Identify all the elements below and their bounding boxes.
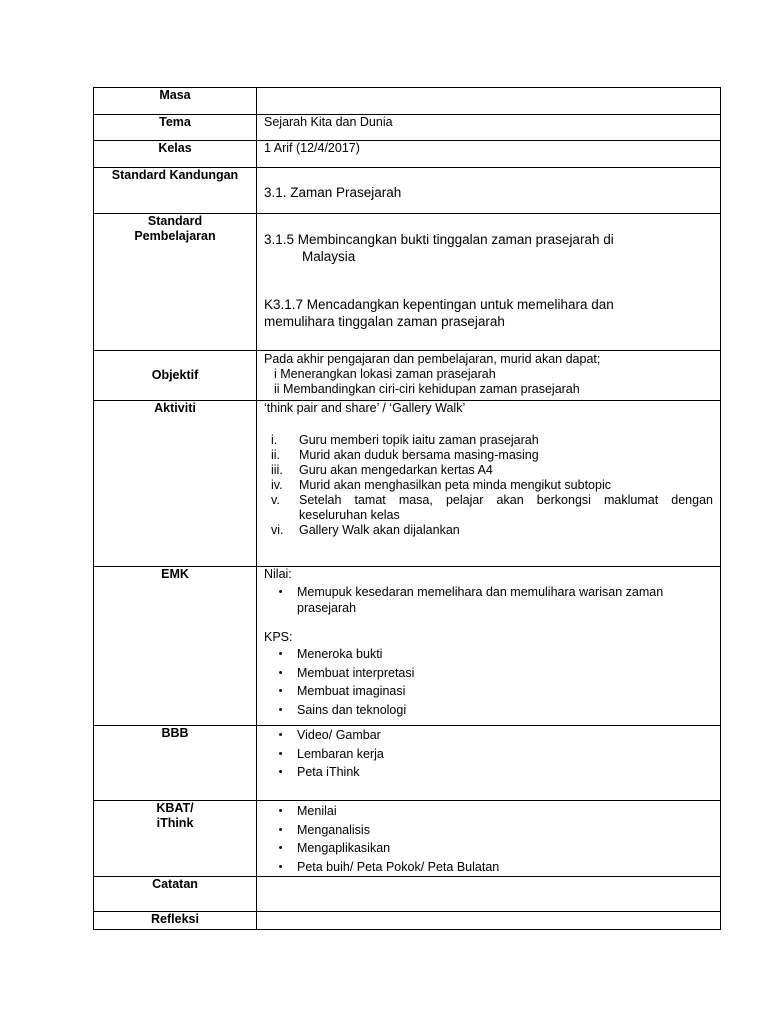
emk-nilai-item-line-1: Memupuk kesedaran memelihara dan memulihara warisan zaman xyxy=(297,585,664,599)
label-masa: Masa xyxy=(94,88,257,115)
bullet-icon: • xyxy=(278,842,283,854)
sp-item-2-line-1: K3.1.7 Mencadangkan kepentingan untuk memelihara dan xyxy=(264,297,614,312)
lesson-plan-table xyxy=(93,87,721,930)
aktiviti-intro: ‘think pair and share’ / ‘Gallery Walk’ xyxy=(264,401,466,415)
row-standard-pembelajaran xyxy=(94,214,721,351)
row-objektif xyxy=(94,351,721,401)
kbat-item: • Menganalisis xyxy=(264,821,713,840)
label-standard-pembelajaran-1: Standard xyxy=(147,214,203,228)
sp-item-2 xyxy=(264,296,713,330)
row-catatan xyxy=(94,877,721,912)
label-kbat-1: KBAT/ xyxy=(156,801,194,815)
bullet-icon: • xyxy=(278,666,283,679)
aktiviti-item xyxy=(257,523,713,538)
emk-kps-item: • Sains dan teknologi xyxy=(264,701,713,720)
emk-nilai-item xyxy=(264,584,713,616)
row-masa xyxy=(94,88,721,115)
aktiviti-item-text-line-2: keseluruhan kelas xyxy=(299,508,400,522)
bullet-icon: • xyxy=(278,648,283,660)
aktiviti-item xyxy=(257,433,713,448)
label-refleksi: Refleksi xyxy=(94,912,257,930)
aktiviti-item-number: vi. xyxy=(271,523,284,537)
bullet-icon: • xyxy=(278,729,283,741)
emk-kps-item: • Meneroka bukti xyxy=(264,645,713,664)
sp-item-1-line-1: 3.1.5 Membincangkan bukti tinggalan zaman prasejarah di xyxy=(264,232,614,247)
value-kelas: 1 Arif (12/4/2017) xyxy=(257,141,721,168)
label-catatan: Catatan xyxy=(94,877,257,912)
sp-item-2-line-2: memulihara tinggalan zaman prasejarah xyxy=(264,314,505,329)
value-masa xyxy=(257,88,721,115)
row-tema xyxy=(94,115,721,141)
row-kelas xyxy=(94,141,721,168)
objektif-intro: Pada akhir pengajaran dan pembelajaran, murid akan dapat; xyxy=(264,352,601,366)
emk-kps-heading: KPS: xyxy=(264,630,293,644)
emk-kps-item: • Membuat interpretasi xyxy=(264,664,713,683)
row-aktiviti xyxy=(94,401,721,567)
value-refleksi xyxy=(257,912,721,930)
objektif-item-1: i Menerangkan lokasi zaman prasejarah xyxy=(274,367,496,381)
aktiviti-item-text: Gallery Walk akan dijalankan xyxy=(299,523,460,537)
label-standard-pembelajaran-2: Pembelajaran xyxy=(134,229,216,243)
bullet-icon: • xyxy=(278,823,283,836)
bullet-icon: • xyxy=(278,860,283,873)
row-standard-kandungan xyxy=(94,168,721,214)
aktiviti-item-number: iii. xyxy=(271,463,283,477)
row-refleksi xyxy=(94,912,721,930)
row-bbb xyxy=(94,726,721,801)
bullet-icon: • xyxy=(278,766,283,778)
aktiviti-item-text: Murid akan duduk bersama masing-masing xyxy=(299,448,539,462)
row-kbat xyxy=(94,801,721,877)
label-kelas: Kelas xyxy=(94,141,257,168)
aktiviti-item-text: Guru memberi topik iaitu zaman prasejarah xyxy=(299,433,539,447)
label-tema: Tema xyxy=(94,115,257,141)
label-bbb: BBB xyxy=(94,726,257,801)
kbat-item: • Menilai xyxy=(264,802,713,821)
aktiviti-item-text: Guru akan mengedarkan kertas A4 xyxy=(299,463,493,477)
bullet-icon: • xyxy=(278,586,283,598)
bbb-item: • Peta iThink xyxy=(264,763,713,782)
label-objektif: Objektif xyxy=(94,351,257,401)
aktiviti-item-number: i. xyxy=(271,433,278,447)
bullet-icon: • xyxy=(278,747,283,760)
kbat-item: • Mengaplikasikan xyxy=(264,839,713,858)
aktiviti-item-text: Murid akan menghasilkan peta minda mengikut subtopic xyxy=(299,478,611,492)
bbb-item: • Video/ Gambar xyxy=(264,726,713,745)
label-aktiviti: Aktiviti xyxy=(94,401,257,567)
sp-item-1 xyxy=(264,231,713,265)
emk-nilai-item-line-2: prasejarah xyxy=(297,601,357,615)
kbat-item: • Peta buih/ Peta Pokok/ Peta Bulatan xyxy=(264,858,713,877)
aktiviti-item-number: v. xyxy=(271,493,280,507)
aktiviti-item-text-line-1: Setelah tamat masa, pelajar akan berkongsi maklumat dengan xyxy=(299,493,713,507)
bullet-icon: • xyxy=(278,685,283,697)
sp-item-1-line-2: Malaysia xyxy=(302,249,356,264)
aktiviti-item xyxy=(257,478,713,493)
value-standard-kandungan: 3.1. Zaman Prasejarah xyxy=(264,185,402,200)
bullet-icon: • xyxy=(278,805,283,817)
value-tema: Sejarah Kita dan Dunia xyxy=(257,115,721,141)
aktiviti-item-number: ii. xyxy=(271,448,281,462)
aktiviti-item xyxy=(257,493,713,523)
aktiviti-item-number: iv. xyxy=(271,478,283,492)
bbb-item: • Lembaran kerja xyxy=(264,745,713,764)
row-emk xyxy=(94,567,721,726)
label-kbat-2: iThink xyxy=(156,816,194,830)
emk-kps-item: • Membuat imaginasi xyxy=(264,682,713,701)
aktiviti-item xyxy=(257,463,713,478)
aktiviti-item xyxy=(257,448,713,463)
label-emk: EMK xyxy=(94,567,257,726)
bullet-icon: • xyxy=(278,703,283,716)
emk-nilai-heading: Nilai: xyxy=(264,567,292,581)
value-catatan xyxy=(257,877,721,912)
objektif-item-2: ii Membandingkan ciri-ciri kehidupan zaman prasejarah xyxy=(274,382,580,396)
label-standard-kandungan: Standard Kandungan xyxy=(94,168,257,214)
